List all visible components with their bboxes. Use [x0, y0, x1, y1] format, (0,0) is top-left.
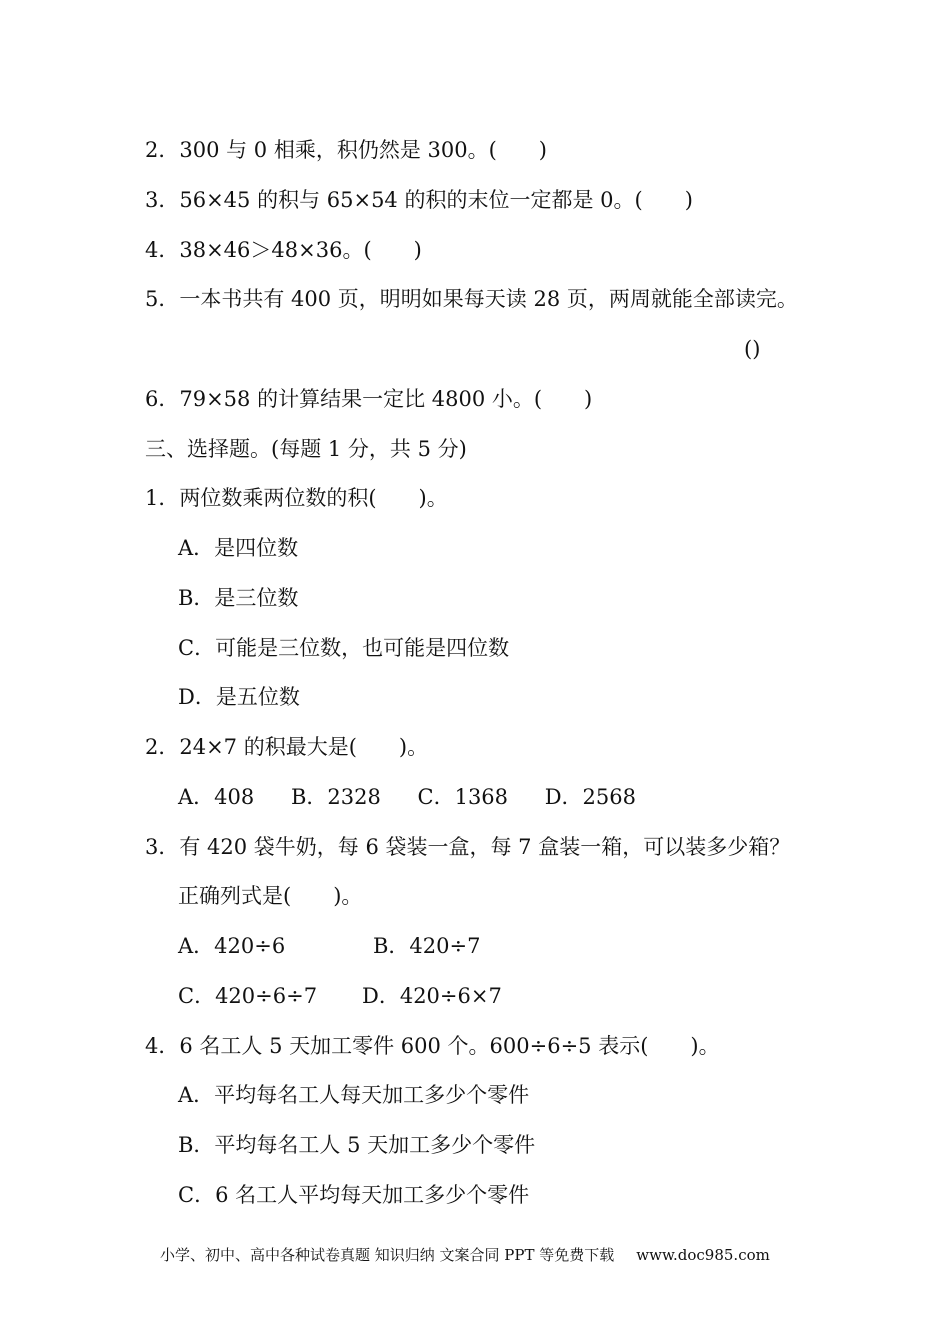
footer-site-link[interactable]: www.doc985.com [636, 1246, 770, 1264]
judgement-item-2: 2．300 与 0 相乘，积仍然是 300。( ) [145, 138, 547, 162]
judgement-item-4: 4．38×46＞48×36。( ) [145, 238, 422, 262]
question-1-option-a: A．是四位数 [178, 536, 299, 560]
question-2-option-d: D．2568 [544, 785, 636, 809]
question-3-option-b: B．420÷7 [373, 934, 481, 958]
page-footer [160, 1243, 770, 1267]
question-1-stem: 1．两位数乘两位数的积( )。 [145, 486, 448, 510]
judgement-item-5-answer-blank: () [744, 337, 761, 361]
question-3-stem: 3．有 420 袋牛奶，每 6 袋装一盒，每 7 盒装一箱，可以装多少箱？ [145, 835, 791, 859]
judgement-item-5: 5．一本书共有 400 页，明明如果每天读 28 页，两周就能全部读完。 [145, 287, 798, 311]
question-4-option-c: C．6 名工人平均每天加工多少个零件 [178, 1183, 530, 1207]
question-2-option-b: B．2328 [290, 785, 381, 809]
question-2-options [178, 782, 636, 812]
question-1-option-c: C．可能是三位数，也可能是四位数 [178, 636, 510, 660]
question-3-option-d: D．420÷6×7 [362, 984, 502, 1008]
judgement-item-3: 3．56×45 的积与 65×54 的积的末位一定都是 0。( ) [145, 188, 693, 212]
question-2-stem: 2．24×7 的积最大是( )。 [145, 735, 429, 759]
question-3-option-c: C．420÷6÷7 [178, 984, 318, 1008]
question-2-option-c: C．1368 [417, 785, 509, 809]
judgement-item-6: 6．79×58 的计算结果一定比 4800 小。( ) [145, 387, 593, 411]
section-title: 三、选择题。(每题 1 分，共 5 分) [145, 437, 467, 461]
question-3-option-a: A．420÷6 [178, 934, 286, 958]
question-1-option-b: B．是三位数 [178, 586, 299, 610]
question-4-option-b: B．平均每名工人 5 天加工多少个零件 [178, 1133, 536, 1157]
question-2-option-a: A．408 [178, 785, 255, 809]
question-3-stem-cont: 正确列式是( )。 [178, 884, 363, 908]
question-4-stem: 4．6 名工人 5 天加工零件 600 个。600÷6÷5 表示( )。 [145, 1034, 720, 1058]
question-4-option-a: A．平均每名工人每天加工多少个零件 [178, 1083, 530, 1107]
question-1-option-d: D．是五位数 [178, 685, 300, 709]
footer-text: 小学、初中、高中各种试卷真题 知识归纳 文案合同 PPT 等免费下载 [160, 1246, 615, 1264]
